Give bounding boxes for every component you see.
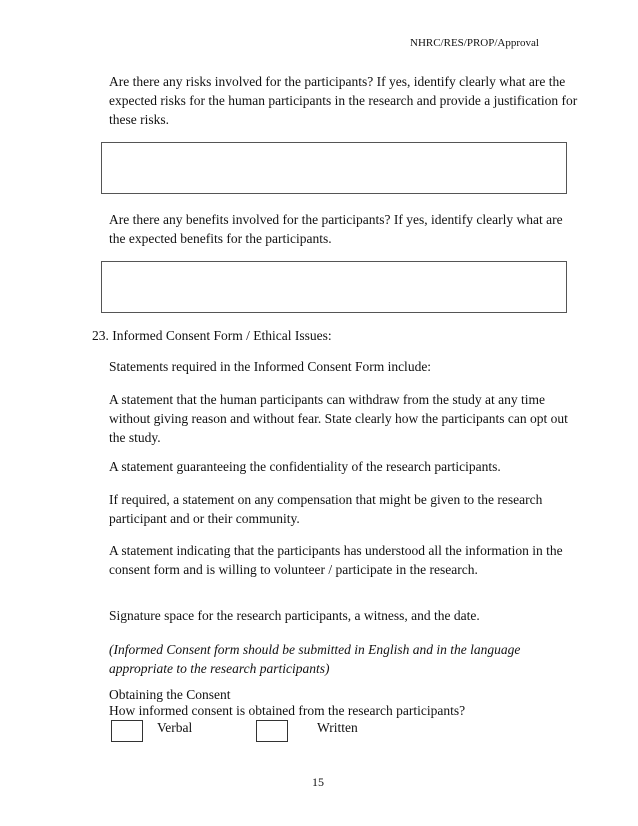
- verbal-label: Verbal: [157, 720, 193, 735]
- written-checkbox[interactable]: [256, 720, 288, 742]
- benefits-answer-box[interactable]: [101, 261, 567, 313]
- document-code: NHRC/RES/PROP/Approval: [410, 37, 539, 49]
- risks-question: Are there any risks involved for the participants? If yes, identify clearly what are the expected risks for the human participants in the research and provide a justification for these risks.: [109, 74, 578, 127]
- obtaining-consent-title: Obtaining the Consent: [109, 687, 231, 702]
- section-title: 23. Informed Consent Form / Ethical Issues:: [92, 328, 332, 343]
- statement-withdraw: A statement that the human participants can withdraw from the study at any time without giving reason and without fear. State clearly how the participants can opt out the study.: [109, 392, 568, 445]
- statement-compensation: If required, a statement on any compensation that might be given to the research participant and or their community.: [109, 492, 543, 526]
- statement-understanding: A statement indicating that the participants has understood all the information in the consent form and is willing to volunteer / participate in the research.: [109, 543, 563, 577]
- statement-confidentiality: A statement guaranteeing the confidentiality of the research participants.: [109, 459, 501, 474]
- consent-intro: Statements required in the Informed Consent Form include:: [109, 359, 432, 374]
- written-label: Written: [317, 720, 358, 735]
- language-note: (Informed Consent form should be submitted in English and in the language appropriate to the research participants): [109, 642, 521, 676]
- verbal-checkbox[interactable]: [111, 720, 143, 742]
- benefits-question: Are there any benefits involved for the participants? If yes, identify clearly what are the expected benefits for the participants.: [109, 212, 563, 246]
- risks-answer-box[interactable]: [101, 142, 567, 194]
- page-number: 15: [312, 775, 324, 789]
- obtaining-consent-question: How informed consent is obtained from the research participants?: [109, 703, 466, 718]
- statement-signature: Signature space for the research participants, a witness, and the date.: [109, 608, 480, 623]
